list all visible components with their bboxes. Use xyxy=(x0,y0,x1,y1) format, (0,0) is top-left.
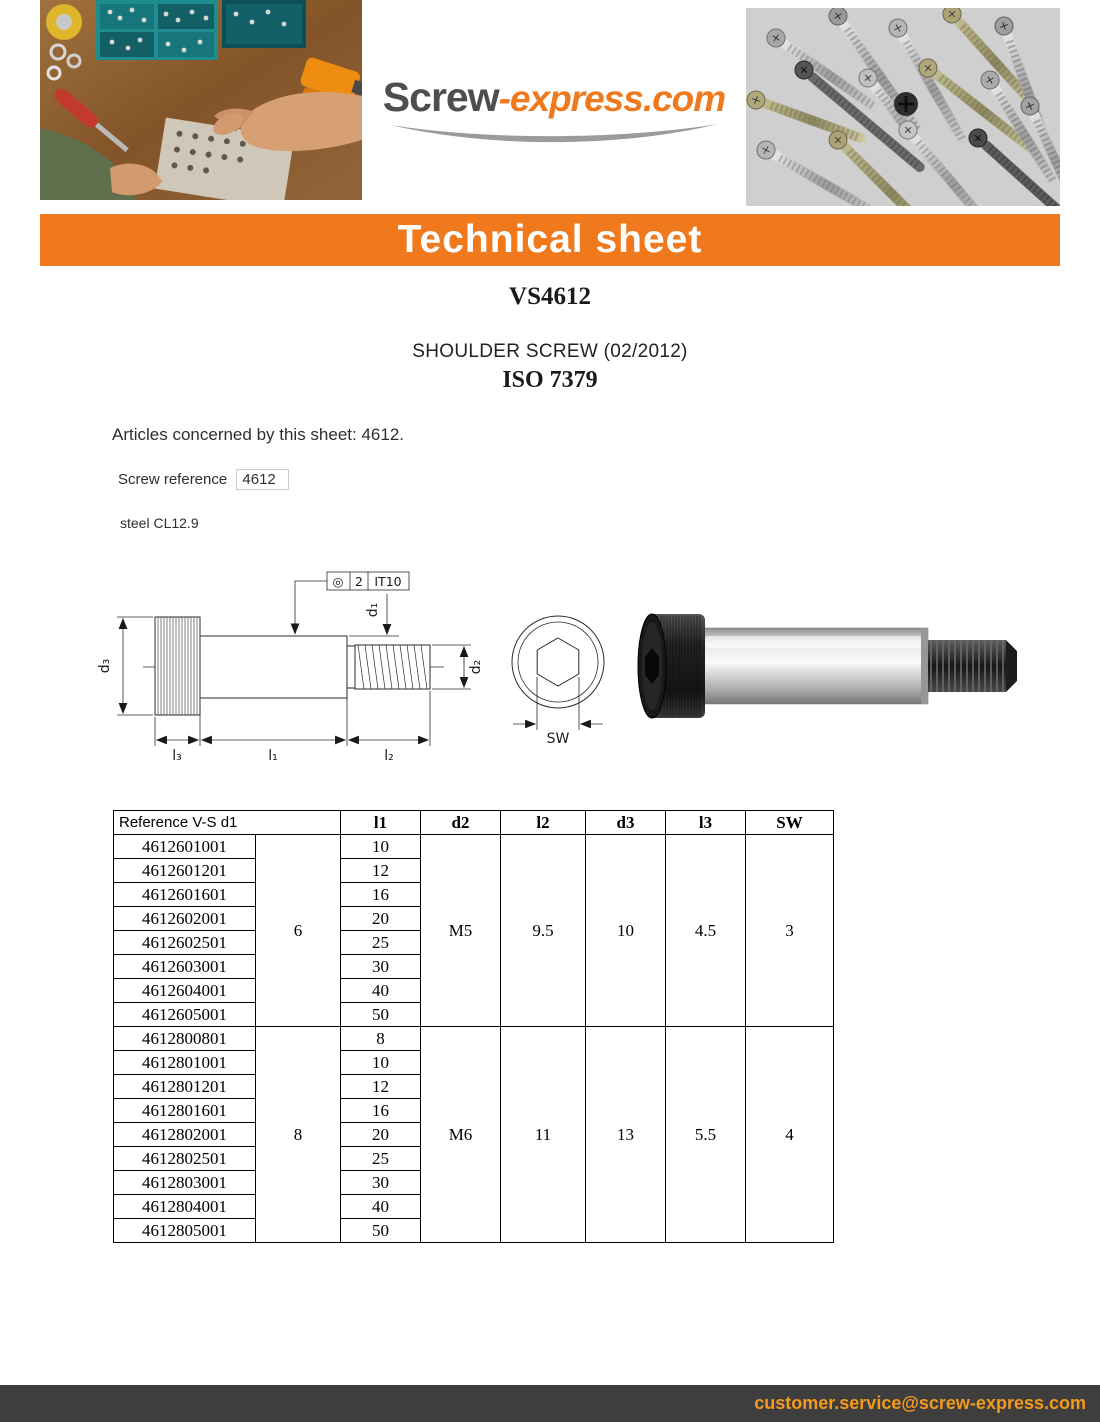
logo-text-screw: Screw xyxy=(382,74,499,120)
cell-l1: 30 xyxy=(341,1171,421,1195)
cell-reference: 4612602001 xyxy=(114,907,256,931)
cell-l1: 10 xyxy=(341,1051,421,1075)
cell-l1: 12 xyxy=(341,859,421,883)
cell-sw: 3 xyxy=(746,835,834,1027)
tolerance-symbol: ◎ xyxy=(332,574,344,589)
product-title: SHOULDER SCREW (02/2012) xyxy=(412,341,688,362)
cell-d1: 6 xyxy=(256,835,341,1027)
cell-l1: 10 xyxy=(341,835,421,859)
material-line: steel CL12.9 xyxy=(120,515,199,531)
screw-reference-label: Screw reference xyxy=(118,471,228,488)
cell-d2: M5 xyxy=(421,835,501,1027)
cell-reference: 4612805001 xyxy=(114,1219,256,1243)
d1-label: d₁ xyxy=(365,602,381,618)
cell-reference: 4612800801 xyxy=(114,1027,256,1051)
cell-sw: 4 xyxy=(746,1027,834,1243)
cell-reference: 4612803001 xyxy=(114,1171,256,1195)
technical-drawing xyxy=(55,550,1045,795)
col-header-l2: l2 xyxy=(501,811,586,835)
l1-label: l₁ xyxy=(268,748,278,764)
model-code: VS4612 xyxy=(509,283,591,310)
cell-d2: M6 xyxy=(421,1027,501,1243)
table-row xyxy=(114,1027,834,1051)
logo-text-express: -express.com xyxy=(498,78,726,119)
cell-reference: 4612603001 xyxy=(114,955,256,979)
col-header-sw: SW xyxy=(746,811,834,835)
cell-l1: 25 xyxy=(341,931,421,955)
spec-table xyxy=(113,810,834,1243)
tolerance-grade: IT10 xyxy=(374,574,402,589)
cell-l1: 30 xyxy=(341,955,421,979)
cell-l1: 12 xyxy=(341,1075,421,1099)
cell-l1: 16 xyxy=(341,1099,421,1123)
logo-swoosh xyxy=(384,121,724,143)
banner-title: Technical sheet xyxy=(397,218,703,261)
cell-l1: 50 xyxy=(341,1003,421,1027)
standard-title: ISO 7379 xyxy=(502,367,598,393)
logo xyxy=(365,74,743,143)
cell-reference: 4612601601 xyxy=(114,883,256,907)
footer-email: customer.service@screw-express.com xyxy=(754,1393,1086,1413)
end-view xyxy=(512,616,604,730)
articles-line: Articles concerned by this sheet: 4612. xyxy=(112,425,404,444)
cell-l2: 11 xyxy=(501,1027,586,1243)
d3-label: d₃ xyxy=(97,658,113,674)
col-header-reference: Reference V-S d1 xyxy=(114,811,341,835)
col-header-d2: d2 xyxy=(421,811,501,835)
cell-d3: 13 xyxy=(586,1027,666,1243)
d2-label: d₂ xyxy=(468,659,484,675)
cell-reference: 4612802001 xyxy=(114,1123,256,1147)
cell-l1: 20 xyxy=(341,1123,421,1147)
cell-l1: 40 xyxy=(341,1195,421,1219)
cell-reference: 4612604001 xyxy=(114,979,256,1003)
col-header-l1: l1 xyxy=(341,811,421,835)
screw-reference-value: 4612 xyxy=(236,469,288,490)
col-header-d3: d3 xyxy=(586,811,666,835)
cell-reference: 4612804001 xyxy=(114,1195,256,1219)
cell-reference: 4612601001 xyxy=(114,835,256,859)
col-header-l3: l3 xyxy=(666,811,746,835)
cell-reference: 4612801601 xyxy=(114,1099,256,1123)
cell-reference: 4612602501 xyxy=(114,931,256,955)
tolerance-value: 2 xyxy=(355,574,363,589)
cell-reference: 4612601201 xyxy=(114,859,256,883)
cell-l1: 50 xyxy=(341,1219,421,1243)
table-row xyxy=(114,835,834,859)
cell-d3: 10 xyxy=(586,835,666,1027)
cell-reference: 4612802501 xyxy=(114,1147,256,1171)
cell-l1: 20 xyxy=(341,907,421,931)
screw-reference-line xyxy=(118,471,289,488)
cell-reference: 4612801201 xyxy=(114,1075,256,1099)
banner xyxy=(40,214,1060,266)
cell-l2: 9.5 xyxy=(501,835,586,1027)
cell-l1: 16 xyxy=(341,883,421,907)
l2-label: l₂ xyxy=(384,748,394,764)
l3-label: l₃ xyxy=(172,748,182,764)
cell-l3: 5.5 xyxy=(666,1027,746,1243)
cell-l1: 25 xyxy=(341,1147,421,1171)
cell-l3: 4.5 xyxy=(666,835,746,1027)
cell-d1: 8 xyxy=(256,1027,341,1243)
sw-label: SW xyxy=(546,731,570,747)
cell-reference: 4612801001 xyxy=(114,1051,256,1075)
cell-reference: 4612605001 xyxy=(114,1003,256,1027)
workbench-photo xyxy=(40,0,362,200)
cell-l1: 8 xyxy=(341,1027,421,1051)
hex-socket-outline xyxy=(537,638,579,686)
product-photo xyxy=(638,614,1017,718)
footer-bar xyxy=(0,1385,1100,1422)
screws-photo xyxy=(746,8,1060,206)
cell-l1: 40 xyxy=(341,979,421,1003)
